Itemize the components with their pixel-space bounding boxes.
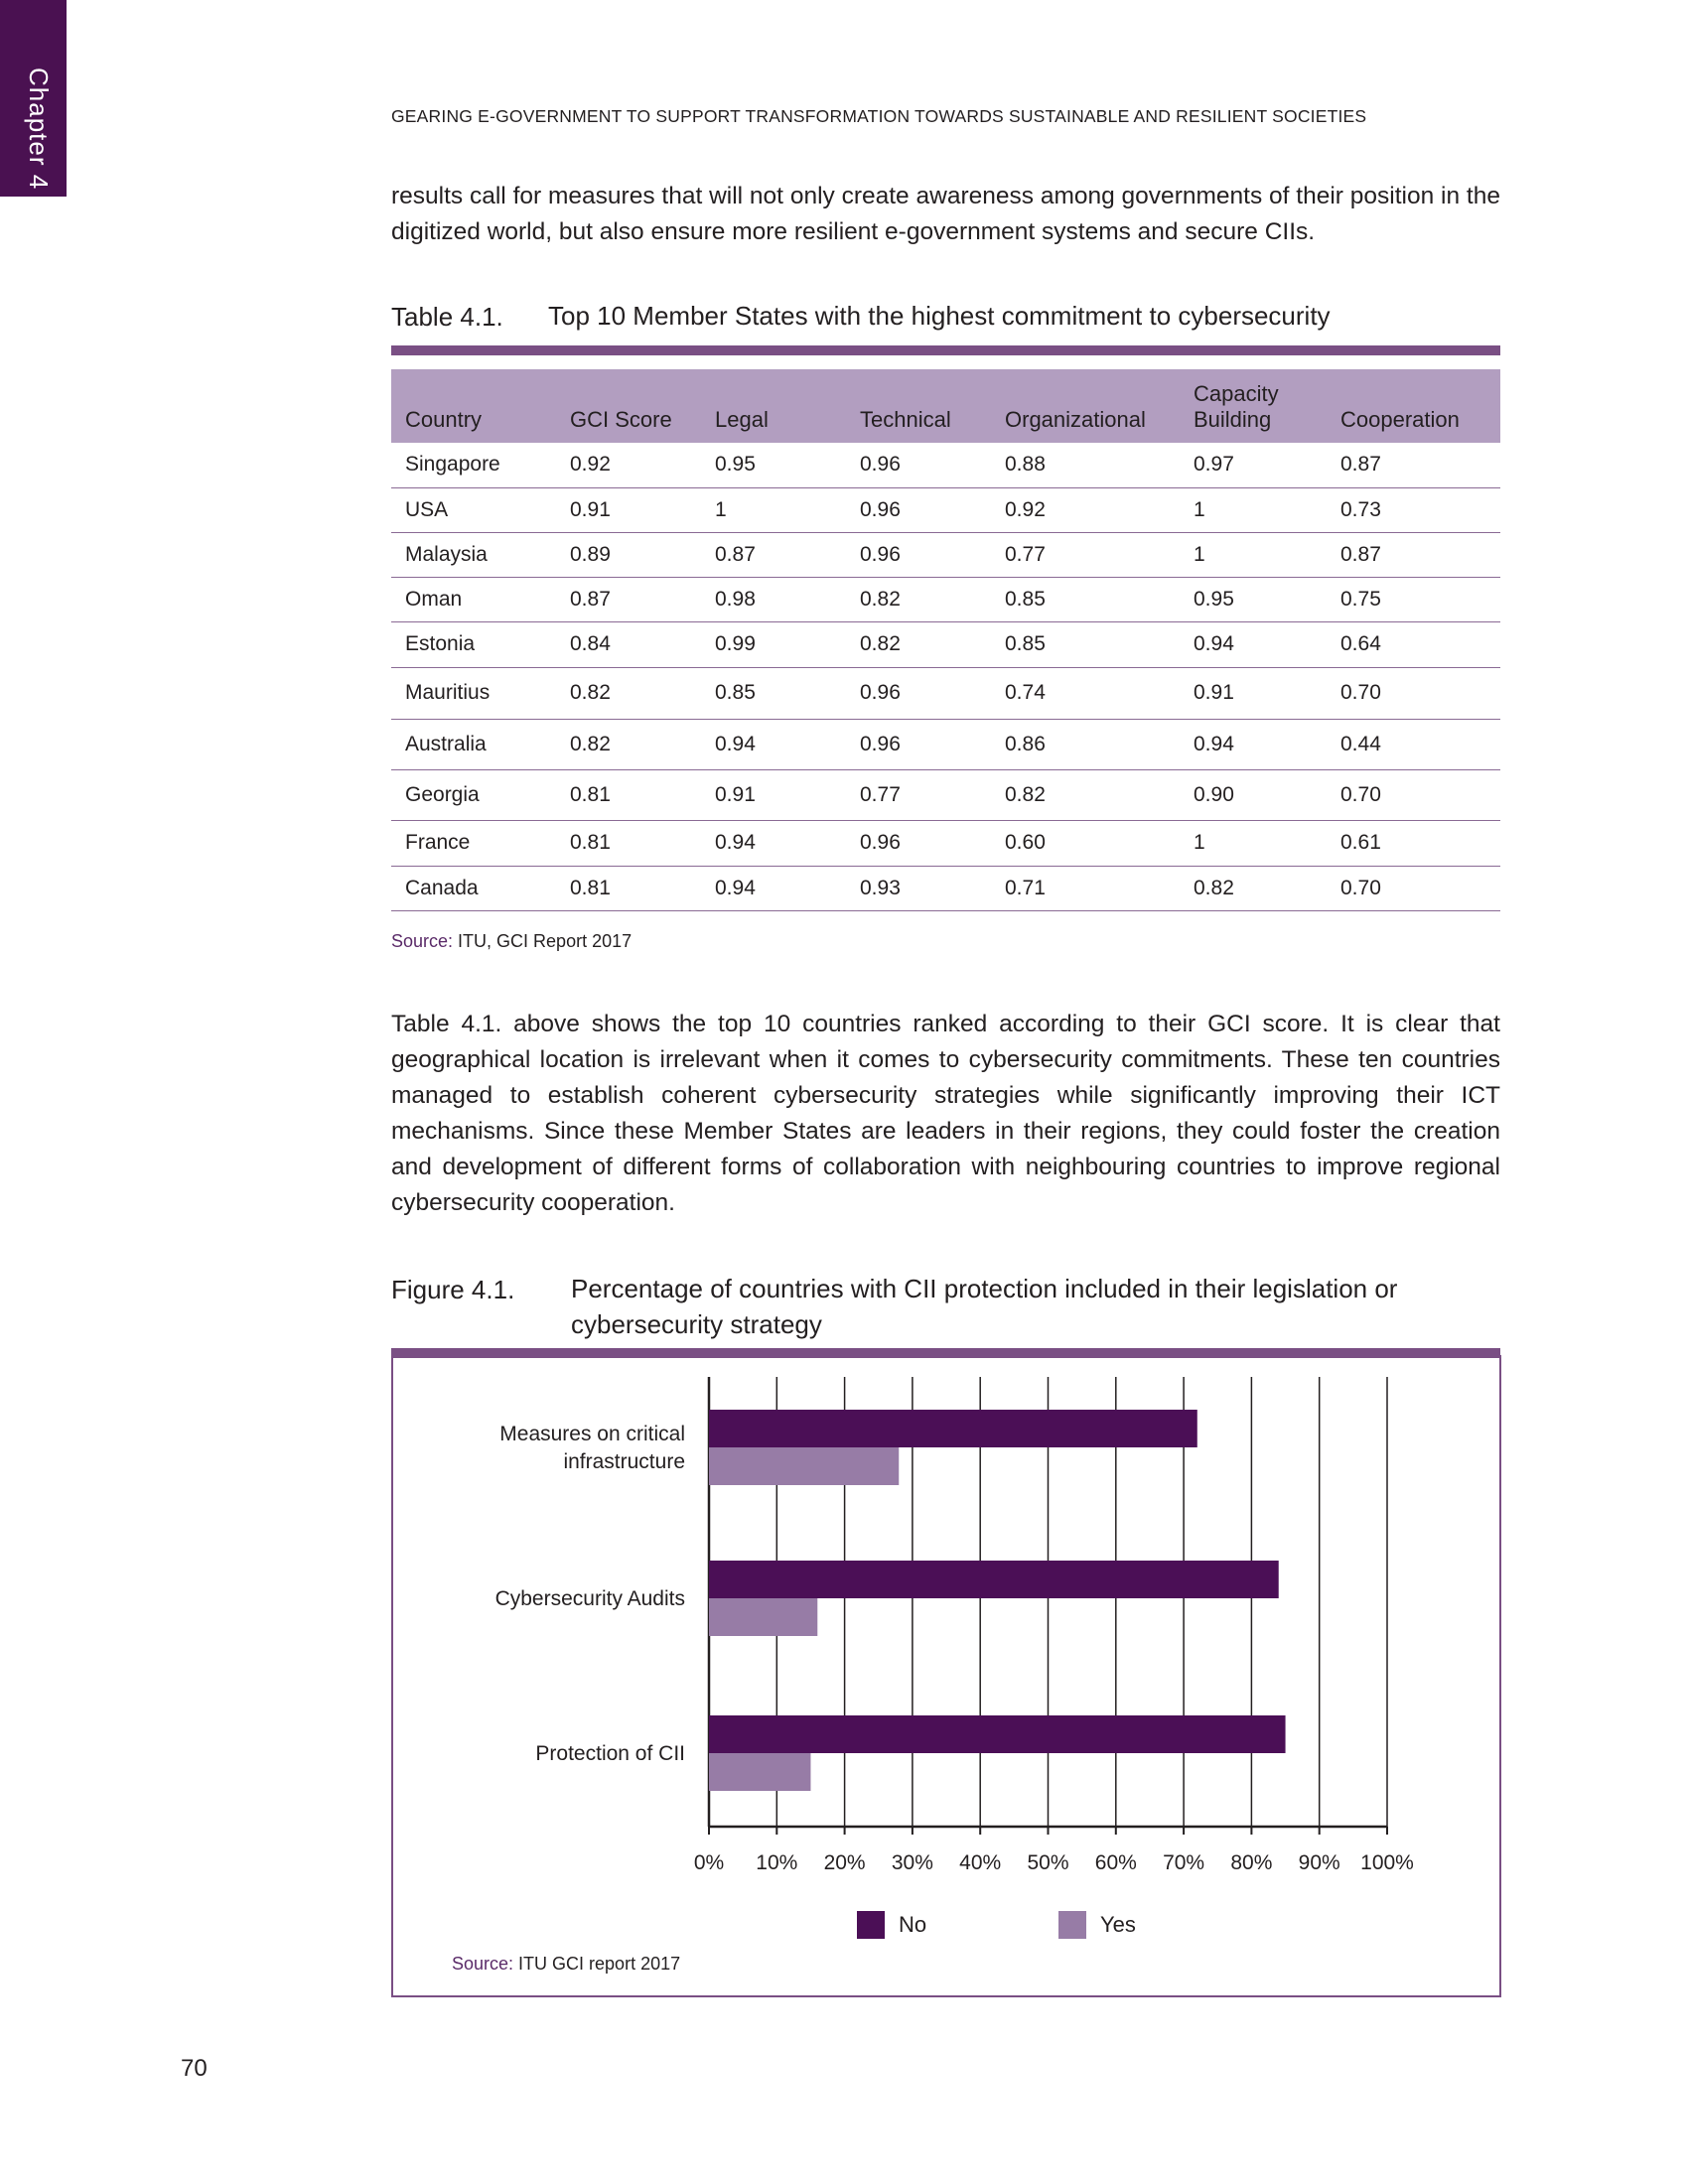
score-cell: 0.87 [701,532,846,577]
score-cell: 0.71 [991,866,1180,910]
score-cell: 0.73 [1327,487,1500,532]
table-row [391,577,1500,621]
table-row [391,487,1500,532]
score-cell: 0.98 [701,577,846,621]
gci-table [391,369,1500,911]
legend-no-label: No [899,1912,927,1937]
score-cell: 0.74 [991,667,1180,719]
score-cell: 0.70 [1327,769,1500,820]
score-cell: 0.96 [846,820,991,866]
table-header-row [391,369,1500,443]
score-cell: 0.82 [556,667,701,719]
intro-paragraph: results call for measures that will not only create awareness among governments of their position in the digitized world, but also ensure more resilient e-government systems and secure CIIs. [391,183,1500,245]
score-cell: 0.77 [846,769,991,820]
table-row [391,769,1500,820]
score-cell: 0.84 [556,621,701,667]
bar-chart [391,1355,1500,1990]
score-cell: 0.82 [556,719,701,769]
country-cell: Malaysia [391,532,556,577]
score-cell: 0.95 [1180,577,1327,621]
score-cell: 0.91 [556,487,701,532]
score-cell: 0.96 [846,719,991,769]
country-cell: Oman [391,577,556,621]
score-cell: 0.92 [556,443,701,487]
table-row [391,719,1500,769]
table-row [391,443,1500,487]
legend-yes [1058,1911,1136,1939]
score-cell: 0.94 [701,820,846,866]
column-header: Country [391,369,556,443]
score-cell: 0.91 [701,769,846,820]
running-head: GEARING E-GOVERNMENT TO SUPPORT TRANSFORMATION TOWARDS SUSTAINABLE AND RESILIENT SOCIETIES [391,106,1367,126]
legend-no-swatch [857,1911,885,1939]
figure-source-text: ITU GCI report 2017 [513,1954,681,1974]
score-cell: 0.77 [991,532,1180,577]
score-cell: 0.89 [556,532,701,577]
score-cell: 0.64 [1327,621,1500,667]
country-cell: Georgia [391,769,556,820]
figure-title: Percentage of countries with CII protection included in their legislation or cybersecurity strategy [571,1274,1398,1339]
country-cell: France [391,820,556,866]
table-row [391,866,1500,910]
score-cell: 0.87 [1327,443,1500,487]
score-cell: 0.96 [846,532,991,577]
table-row [391,532,1500,577]
table-label: Table 4.1. [391,302,503,332]
table-row [391,621,1500,667]
figure-source [452,1954,680,1975]
score-cell: 0.96 [846,443,991,487]
page-number: 70 [181,2055,208,2082]
figure-source-label: Source: [452,1954,514,1974]
score-cell: 0.97 [1180,443,1327,487]
score-cell: 0.88 [991,443,1180,487]
column-header: Technical [846,369,991,443]
score-cell: 0.85 [991,621,1180,667]
x-tick-label: 20% [823,1851,866,1874]
table-title: Top 10 Member States with the highest commitment to cybersecurity [548,301,1331,331]
score-cell: 1 [1180,532,1327,577]
score-cell: 0.82 [846,621,991,667]
score-cell: 0.92 [991,487,1180,532]
legend-no [857,1911,926,1939]
score-cell: 1 [701,487,846,532]
score-cell: 0.94 [1180,719,1327,769]
score-cell: 0.81 [556,866,701,910]
score-cell: 0.61 [1327,820,1500,866]
score-cell: 0.94 [701,719,846,769]
score-cell: 0.70 [1327,667,1500,719]
country-cell: Singapore [391,443,556,487]
score-cell: 0.82 [1180,866,1327,910]
table-source-text: ITU, GCI Report 2017 [453,931,633,951]
bar-no [709,1561,1279,1598]
score-cell: 0.85 [701,667,846,719]
x-tick-label: 60% [1094,1851,1137,1874]
score-cell: 0.91 [1180,667,1327,719]
table-top-rule [391,345,1500,355]
column-header: Legal [701,369,846,443]
x-tick-label: 80% [1230,1851,1273,1874]
column-header: GCI Score [556,369,701,443]
bar-yes [709,1598,817,1636]
score-cell: 0.44 [1327,719,1500,769]
score-cell: 0.60 [991,820,1180,866]
score-cell: 0.87 [1327,532,1500,577]
score-cell: 0.95 [701,443,846,487]
x-tick-label: 0% [693,1851,725,1874]
country-cell: USA [391,487,556,532]
x-tick-label: 70% [1163,1851,1205,1874]
score-cell: 0.81 [556,820,701,866]
score-cell: 0.70 [1327,866,1500,910]
category-label: Measures on critical infrastructure [499,1423,685,1473]
score-cell: 0.90 [1180,769,1327,820]
figure-label: Figure 4.1. [391,1275,515,1304]
bar-no [709,1715,1286,1753]
table-source [391,931,632,952]
score-cell: 1 [1180,820,1327,866]
bar-yes [709,1447,899,1485]
score-cell: 0.96 [846,487,991,532]
bar-no [709,1410,1197,1447]
column-header: Capacity Building [1180,369,1327,443]
score-cell: 0.94 [1180,621,1327,667]
x-tick-label: 90% [1298,1851,1340,1874]
country-cell: Mauritius [391,667,556,719]
column-header: Organizational [991,369,1180,443]
score-cell: 0.82 [846,577,991,621]
score-cell: 0.87 [556,577,701,621]
score-cell: 1 [1180,487,1327,532]
table-row [391,667,1500,719]
score-cell: 0.75 [1327,577,1500,621]
score-cell: 0.93 [846,866,991,910]
body-paragraph: Table 4.1. above shows the top 10 countries ranked according to their GCI score. It is clear that geographical location is irrelevant when it comes to cybersecurity commitments. These ten countries managed to establish coherent cybersecurity strategies while significantly improving their ICT mechanisms. Since these Member States are leaders in their regions, they could foster the creation and development of different forms of collaboration with neighbouring countries to improve regional cybersecurity cooperation. [391,1011,1500,1216]
x-tick-label: 40% [959,1851,1002,1874]
country-cell: Estonia [391,621,556,667]
country-cell: Australia [391,719,556,769]
score-cell: 0.85 [991,577,1180,621]
score-cell: 0.82 [991,769,1180,820]
score-cell: 0.94 [701,866,846,910]
category-label: Protection of CII [535,1742,685,1765]
score-cell: 0.96 [846,667,991,719]
country-cell: Canada [391,866,556,910]
x-tick-label: 10% [756,1851,798,1874]
column-header: Cooperation [1327,369,1500,443]
score-cell: 0.81 [556,769,701,820]
legend-yes-swatch [1058,1911,1086,1939]
x-tick-label: 30% [891,1851,933,1874]
x-tick-label: 50% [1027,1851,1069,1874]
category-label: Cybersecurity Audits [494,1587,685,1610]
chapter-tab [0,0,67,197]
x-tick-label: 100% [1360,1851,1414,1874]
score-cell: 0.86 [991,719,1180,769]
table-source-label: Source: [391,931,454,951]
table-row [391,820,1500,866]
bar-yes [709,1753,810,1791]
score-cell: 0.99 [701,621,846,667]
legend-yes-label: Yes [1100,1912,1136,1937]
chapter-tab-label: Chapter 4 [24,68,54,191]
